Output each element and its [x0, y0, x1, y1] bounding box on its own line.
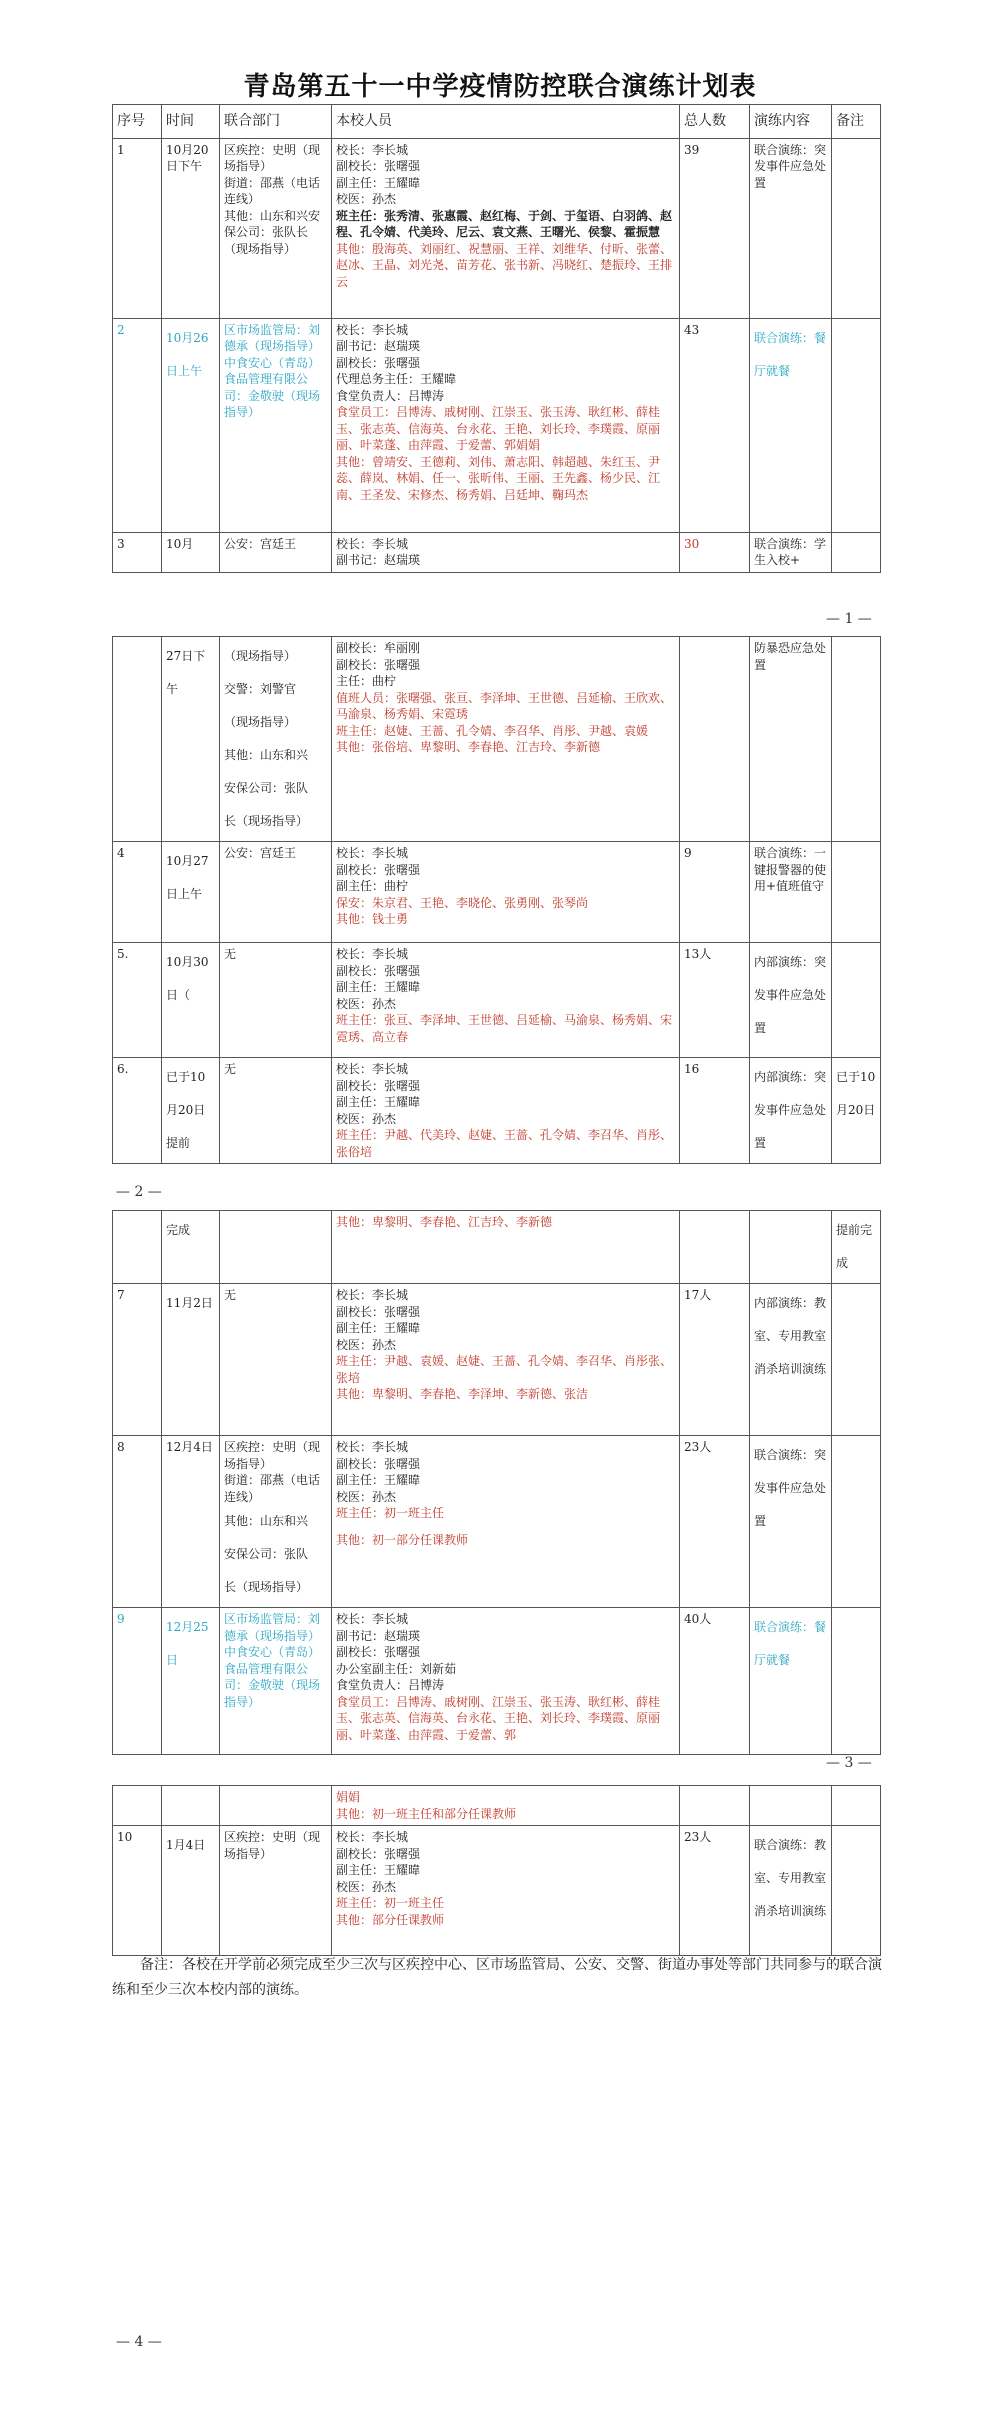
- header-cell: 联合部门: [220, 105, 332, 139]
- dept-line: 区疾控：史明（现场指导）: [224, 142, 321, 173]
- table-header-row: [113, 105, 881, 139]
- dept-line: 中食安心（青岛）食品管理有限公司：金敬驶（现场指导）: [224, 1645, 321, 1709]
- table-row: [113, 532, 881, 572]
- row-staff: [332, 637, 680, 842]
- staff-line: 副校长：张曙强: [336, 657, 421, 672]
- dept-line: 其他：山东和兴: [224, 748, 309, 762]
- row-dept: [220, 637, 332, 842]
- page-number: — 3 —: [826, 1755, 872, 1771]
- staff-line: 校长：李长城: [336, 142, 409, 157]
- staff-line: 校长：李长城: [336, 322, 409, 337]
- row-total: 23人: [680, 1436, 750, 1608]
- header-cell: 时间: [162, 105, 220, 139]
- staff-line: 副主任：王耀暐: [336, 175, 421, 190]
- row-staff: [332, 318, 680, 532]
- staff-line: 食堂员工：吕博涛、戚树刚、江崇玉、张玉涛、耿红彬、薛桂玉、张志英、信海英、台永花、王艳、刘长玲、李璞霞、原丽丽、叶菜蓬、由萍霞、于爱蕾、郭娟娟: [336, 405, 661, 452]
- row-time: 10月27日上午: [162, 842, 220, 943]
- row-content: 联合演练：学生入校+: [750, 532, 832, 572]
- row-no: [113, 1786, 162, 1826]
- staff-line: 班主任：尹越、代美玲、赵婕、王蔷、孔令婧、李召华、肖彤、张俗培: [336, 1128, 673, 1159]
- row-content: 内部演练：突发事件应急处置: [750, 1058, 832, 1164]
- table-row: [113, 943, 881, 1058]
- row-time: 完成: [162, 1211, 220, 1284]
- row-remark: [832, 318, 881, 532]
- row-no: 2: [113, 318, 162, 532]
- row-content: [750, 1786, 832, 1826]
- row-time: [162, 1786, 220, 1826]
- row-remark: [832, 1284, 881, 1436]
- row-content: 联合演练：餐厅就餐: [750, 1608, 832, 1755]
- row-no: 9: [113, 1608, 162, 1755]
- staff-line: 班主任：张秀清、张惠霞、赵红梅、于剑、于玺语、白羽鸽、赵程、孔令婧、代美玲、尼云、袁文燕、王曙光、侯黎、霍振慧: [336, 208, 673, 239]
- row-time: 已于10月20日提前: [162, 1058, 220, 1164]
- row-total: [680, 1211, 750, 1284]
- row-content: 联合演练：一键报警器的使用+值班值守: [750, 842, 832, 943]
- staff-line: 副书记：赵瑞瑛: [336, 339, 421, 353]
- table-row: [113, 1058, 881, 1164]
- staff-line: 校长：李长城: [336, 1612, 409, 1626]
- staff-line: 食堂负责人：吕博涛: [336, 1678, 445, 1692]
- row-content: 联合演练：教室、专用教室消杀培训演练: [750, 1826, 832, 1956]
- row-dept: 区疾控：史明（现场指导）: [220, 1826, 332, 1956]
- staff-line: 副主任：王耀暐: [336, 1473, 421, 1487]
- staff-line: 副书记：赵瑞瑛: [336, 1628, 421, 1643]
- staff-line: 代理总务主任：王耀暐: [336, 372, 457, 386]
- table-row: [113, 1786, 881, 1826]
- dept-line: 交警：刘警官: [224, 682, 297, 696]
- row-content: 联合演练：突发事件应急处置: [750, 138, 832, 318]
- row-staff: [332, 842, 680, 943]
- dept-line: 中食安心（青岛）食品管理有限公司：金敬驶（现场指导）: [224, 355, 321, 419]
- row-no: [113, 637, 162, 842]
- row-dept: [220, 1436, 332, 1608]
- staff-line: 其他：卑黎明、李春艳、李泽坤、李新德、张洁: [336, 1387, 589, 1401]
- staff-line: 校长：李长城: [336, 536, 409, 551]
- staff-line: 副主任：王耀暐: [336, 1095, 421, 1109]
- staff-line: 校长：李长城: [336, 1440, 409, 1454]
- row-remark: [832, 842, 881, 943]
- row-total: 30: [680, 532, 750, 572]
- row-total: 39: [680, 138, 750, 318]
- row-total: 16: [680, 1058, 750, 1164]
- staff-line: 校医：孙杰: [336, 192, 397, 206]
- staff-line: 校医：孙杰: [336, 996, 397, 1011]
- header-cell: 备注: [832, 105, 881, 139]
- row-time: 10月20日下午: [162, 138, 220, 318]
- staff-line: 其他：殷海英、刘丽红、祝慧丽、王祥、刘维华、付昕、张蕾、赵冰、王晶、刘光尧、苗芳花、张书新、冯晓红、楚振玲、王排云: [336, 241, 673, 289]
- staff-line: 班主任：尹越、袁媛、赵婕、王蔷、孔令婧、李召华、肖彤张、张培: [336, 1354, 673, 1385]
- row-total: 43: [680, 318, 750, 532]
- row-staff: 其他：卑黎明、李春艳、江吉玲、李新德: [332, 1211, 680, 1284]
- table-row: [113, 842, 881, 943]
- row-total: [680, 637, 750, 842]
- header-cell: 本校人员: [332, 105, 680, 139]
- plan-table-page-3: [112, 1210, 881, 1755]
- table-row: [113, 1211, 881, 1284]
- staff-line: 副校长：张曙强: [336, 1456, 421, 1471]
- row-no: 10: [113, 1826, 162, 1956]
- staff-line: 校医：孙杰: [336, 1337, 397, 1352]
- row-time: 11月2日: [162, 1284, 220, 1436]
- dept-line: 街道：邵燕（电话连线）: [224, 175, 321, 206]
- row-total: 9: [680, 842, 750, 943]
- plan-table-page-1: [112, 104, 881, 573]
- row-staff: [332, 1284, 680, 1436]
- dept-line: 长（现场指导）: [224, 814, 309, 828]
- table-row: [113, 318, 881, 532]
- dept-line: （现场指导）: [224, 649, 297, 663]
- row-staff: [332, 1608, 680, 1755]
- row-remark: [832, 1786, 881, 1826]
- row-time: 10月26日上午: [162, 318, 220, 532]
- staff-line: 校长：李长城: [336, 846, 409, 860]
- staff-line: 副校长：张曙强: [336, 159, 421, 173]
- staff-line: 副主任：王耀暐: [336, 1321, 421, 1335]
- row-dept: 公安：宫廷王: [220, 532, 332, 572]
- staff-line: 校长：李长城: [336, 1830, 409, 1844]
- row-content: 联合演练：突发事件应急处置: [750, 1436, 832, 1608]
- row-no: 4: [113, 842, 162, 943]
- row-remark: [832, 1436, 881, 1608]
- header-cell: 总人数: [680, 105, 750, 139]
- staff-line: 副主任：王耀暐: [336, 980, 421, 994]
- row-staff: [332, 1436, 680, 1608]
- row-no: 1: [113, 138, 162, 318]
- dept-line: 安保公司：张队: [224, 781, 309, 795]
- staff-line: 主任：曲柠: [336, 674, 397, 688]
- row-time: 1月4日: [162, 1826, 220, 1956]
- footnote: 备注：各校在开学前必须完成至少三次与区疾控中心、区市场监管局、公安、交警、街道办事处等部门共同参与的联合演练和至少三次本校内部的演练。: [112, 1957, 882, 1998]
- row-staff: [332, 1826, 680, 1956]
- page-number: — 2 —: [116, 1184, 162, 1200]
- staff-line: 副主任：曲柠: [336, 879, 409, 893]
- row-no: 5.: [113, 943, 162, 1058]
- staff-line: 其他：钱士勇: [336, 912, 409, 926]
- row-remark: 已于10月20日: [832, 1058, 881, 1164]
- staff-line: 其他：部分任课教师: [336, 1912, 445, 1927]
- row-time: 10月: [162, 532, 220, 572]
- row-content: [750, 1211, 832, 1284]
- table-row: [113, 138, 881, 318]
- document-title: 青岛第五十一中学疫情防控联合演练计划表: [243, 72, 757, 102]
- dept-line: 区市场监管局：刘德承（现场指导）: [224, 322, 321, 353]
- row-dept: [220, 1786, 332, 1826]
- staff-line: 校医：孙杰: [336, 1879, 397, 1894]
- row-dept: [220, 1608, 332, 1755]
- row-no: 6.: [113, 1058, 162, 1164]
- dept-line: 区疾控：史明（现场指导）: [224, 1440, 321, 1471]
- row-dept: 公安：宫廷王: [220, 842, 332, 943]
- staff-line: 校医：孙杰: [336, 1111, 397, 1126]
- row-remark: [832, 1826, 881, 1956]
- row-content: 防暴恐应急处置: [750, 637, 832, 842]
- table-row: [113, 1436, 881, 1608]
- staff-line: 校长：李长城: [336, 1062, 409, 1076]
- row-total: 40人: [680, 1608, 750, 1755]
- row-dept: [220, 318, 332, 532]
- staff-line: 副校长：张曙强: [336, 355, 421, 370]
- dept-line: 街道：邵燕（电话连线）: [224, 1473, 321, 1504]
- row-no: [113, 1211, 162, 1284]
- row-dept: 无: [220, 943, 332, 1058]
- staff-line: 娟娟: [336, 1790, 361, 1804]
- row-dept: 无: [220, 1284, 332, 1436]
- page-number: — 1 —: [826, 611, 872, 627]
- staff-line: 保安：朱京君、王艳、李晓伦、张勇刚、张琴尚: [336, 895, 589, 910]
- table-row: [113, 1608, 881, 1755]
- staff-line: 副主任：王耀暐: [336, 1863, 421, 1877]
- row-content: 内部演练：突发事件应急处置: [750, 943, 832, 1058]
- staff-line: 班主任：张亘、李泽坤、王世德、吕延榆、马渝泉、杨秀娟、宋霓琇、高立春: [336, 1013, 673, 1044]
- header-cell: 序号: [113, 105, 162, 139]
- dept-line: 安保公司：张队: [224, 1547, 309, 1561]
- row-dept: [220, 138, 332, 318]
- table-row: [113, 637, 881, 842]
- row-remark: [832, 532, 881, 572]
- table-row: [113, 1284, 881, 1436]
- staff-line: 副校长：张曙强: [336, 963, 421, 978]
- staff-line: 校医：孙杰: [336, 1489, 397, 1504]
- row-total: 23人: [680, 1826, 750, 1956]
- row-remark: [832, 1608, 881, 1755]
- row-staff: [332, 1786, 680, 1826]
- row-total: 13人: [680, 943, 750, 1058]
- row-time: 12月25日: [162, 1608, 220, 1755]
- staff-line: 班主任：赵婕、王蔷、孔令婧、李召华、肖彤、尹越、袁媛: [336, 723, 649, 738]
- staff-line: 副校长：张曙强: [336, 1078, 421, 1093]
- row-staff: [332, 532, 680, 572]
- row-remark: [832, 637, 881, 842]
- staff-line: 食堂负责人：吕博涛: [336, 388, 445, 403]
- row-remark: 提前完成: [832, 1211, 881, 1284]
- staff-line: 副校长：牟丽刚: [336, 641, 421, 655]
- staff-line: 其他：初一班主任和部分任课教师: [336, 1806, 517, 1821]
- page-number: — 4 —: [116, 2334, 162, 2350]
- plan-table-page-2: [112, 636, 881, 1164]
- staff-line: 值班人员：张曙强、张亘、李泽坤、王世德、吕延榆、王欣欢、马渝泉、杨秀娟、宋霓琇: [336, 690, 673, 721]
- staff-line: 其他：曾靖安、王德莉、刘伟、萧志阳、韩超越、朱红玉、尹蕊、薛岚、林娟、任一、张昕伟、王丽、王先鑫、杨少民、江南、王圣发、宋修杰、杨秀娟、吕廷坤、鞠玛杰: [336, 454, 661, 502]
- row-remark: [832, 943, 881, 1058]
- row-no: 8: [113, 1436, 162, 1608]
- staff-line: 校长：李长城: [336, 1288, 409, 1302]
- dept-line: 区市场监管局：刘德承（现场指导）: [224, 1612, 321, 1643]
- row-total: 17人: [680, 1284, 750, 1436]
- row-remark: [832, 138, 881, 318]
- row-no: 3: [113, 532, 162, 572]
- staff-line: 副校长：张曙强: [336, 1645, 421, 1659]
- table-row: [113, 1826, 881, 1956]
- staff-line: 校长：李长城: [336, 947, 409, 961]
- row-dept: 无: [220, 1058, 332, 1164]
- staff-line: 副校长：张曙强: [336, 1846, 421, 1861]
- row-time: 10月30日（: [162, 943, 220, 1058]
- staff-line: 其他：张俗培、卑黎明、李春艳、江吉玲、李新德: [336, 740, 601, 754]
- row-dept: [220, 1211, 332, 1284]
- row-staff: [332, 943, 680, 1058]
- dept-line: 其他：山东和兴安保公司：张队长（现场指导）: [224, 208, 321, 256]
- dept-line: （现场指导）: [224, 715, 297, 729]
- plan-table-page-4: [112, 1785, 881, 1956]
- row-time: 12月4日: [162, 1436, 220, 1608]
- dept-line: 长（现场指导）: [224, 1580, 309, 1594]
- row-content: 内部演练：教室、专用教室消杀培训演练: [750, 1284, 832, 1436]
- row-content: 联合演练：餐厅就餐: [750, 318, 832, 532]
- staff-line: 食堂员工：吕博涛、戚树刚、江崇玉、张玉涛、耿红彬、薛桂玉、张志英、信海英、台永花、王艳、刘长玲、李璞霞、原丽丽、叶菜蓬、由萍霞、于爱蕾、郭: [336, 1694, 661, 1742]
- row-total: [680, 1786, 750, 1826]
- row-staff: [332, 138, 680, 318]
- staff-line: 办公室副主任：刘新茹: [336, 1661, 457, 1676]
- staff-line: 班主任：初一班主任: [336, 1506, 445, 1520]
- row-time: 27日下午: [162, 637, 220, 842]
- staff-line: 班主任：初一班主任: [336, 1896, 445, 1910]
- staff-line: 副校长：张曙强: [336, 1304, 421, 1319]
- row-no: 7: [113, 1284, 162, 1436]
- staff-line: 其他：初一部分任课教师: [336, 1532, 469, 1547]
- header-cell: 演练内容: [750, 105, 832, 139]
- staff-line: 副书记：赵瑞瑛: [336, 553, 421, 567]
- staff-line: 副校长：张曙强: [336, 862, 421, 877]
- row-staff: [332, 1058, 680, 1164]
- dept-line: 其他：山东和兴: [224, 1514, 309, 1528]
